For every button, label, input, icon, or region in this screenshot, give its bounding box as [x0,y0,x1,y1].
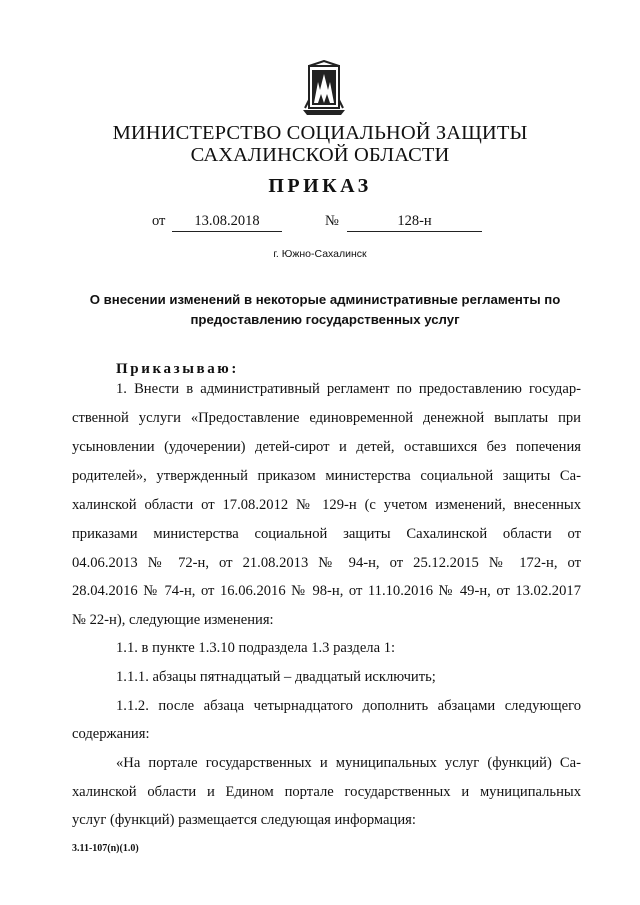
body-line: услуг (функций) размещается следующая информация: [72,812,416,828]
order-date: 13.08.2018 [172,213,282,232]
body-line: содержания: [72,726,150,742]
body-line: 1.1.2. после абзаца четырнадцатого дополнить абзацами следующего [116,698,581,714]
order-subject [70,290,580,330]
subject-line2: предоставлению государственных услуг [190,312,460,327]
body-line: 28.04.2016 № 74-н, от 16.06.2016 № 98-н, от 11.10.2016 № 49-н, от 13.02.2017 [72,583,581,599]
order-title: ПРИКАЗ [268,175,372,197]
ministry-name-line2: САХАЛИНСКОЙ ОБЛАСТИ [190,144,450,166]
body-line: 1. Внести в административный регламент по предоставлению государ- [116,381,581,397]
coat-of-arms-icon [301,60,347,116]
body-line: приказами министерства социальной защиты Сахалинской области от [72,526,581,542]
form-code: 3.11-107(n)(1.0) [72,843,139,854]
orders-word: Приказываю: [116,361,239,377]
order-date-number-row [0,213,640,235]
body-line: 04.06.2013 № 72-н, от 21.08.2013 № 94-н, от 25.12.2015 № 172-н, от [72,555,581,571]
date-label: от [152,213,166,229]
body-line: «На портале государственных и муниципальных услуг (функций) Са- [116,755,581,771]
body-line: халинской области от 17.08.2012 № 129-н (с учетом изменений, внесенных [72,497,581,513]
city: г. Южно-Сахалинск [273,248,367,260]
body-line: № 22-н), следующие изменения: [72,612,274,628]
body-line: 1.1. в пункте 1.3.10 подраздела 1.3 раздела 1: [116,640,396,656]
ministry-name-line1: МИНИСТЕРСТВО СОЦИАЛЬНОЙ ЗАЩИТЫ [112,122,528,144]
body-line: 1.1.1. абзацы пятнадцатый – двадцатый исключить; [116,669,436,685]
order-number: 128-н [347,213,482,232]
body-line: халинской области и Едином портале государственных и муниципальных [72,784,581,800]
body-line: родителей», утвержденный приказом министерства социальной защиты Са- [72,468,581,484]
body-line: усыновлении (удочерении) детей-сирот и детей, оставшихся без попечения [72,439,581,455]
body-line: ственной услуги «Предоставление единовременной денежной выплаты при [72,410,581,426]
number-label: № [325,213,339,229]
subject-line1: О внесении изменений в некоторые административные регламенты по [89,292,561,307]
